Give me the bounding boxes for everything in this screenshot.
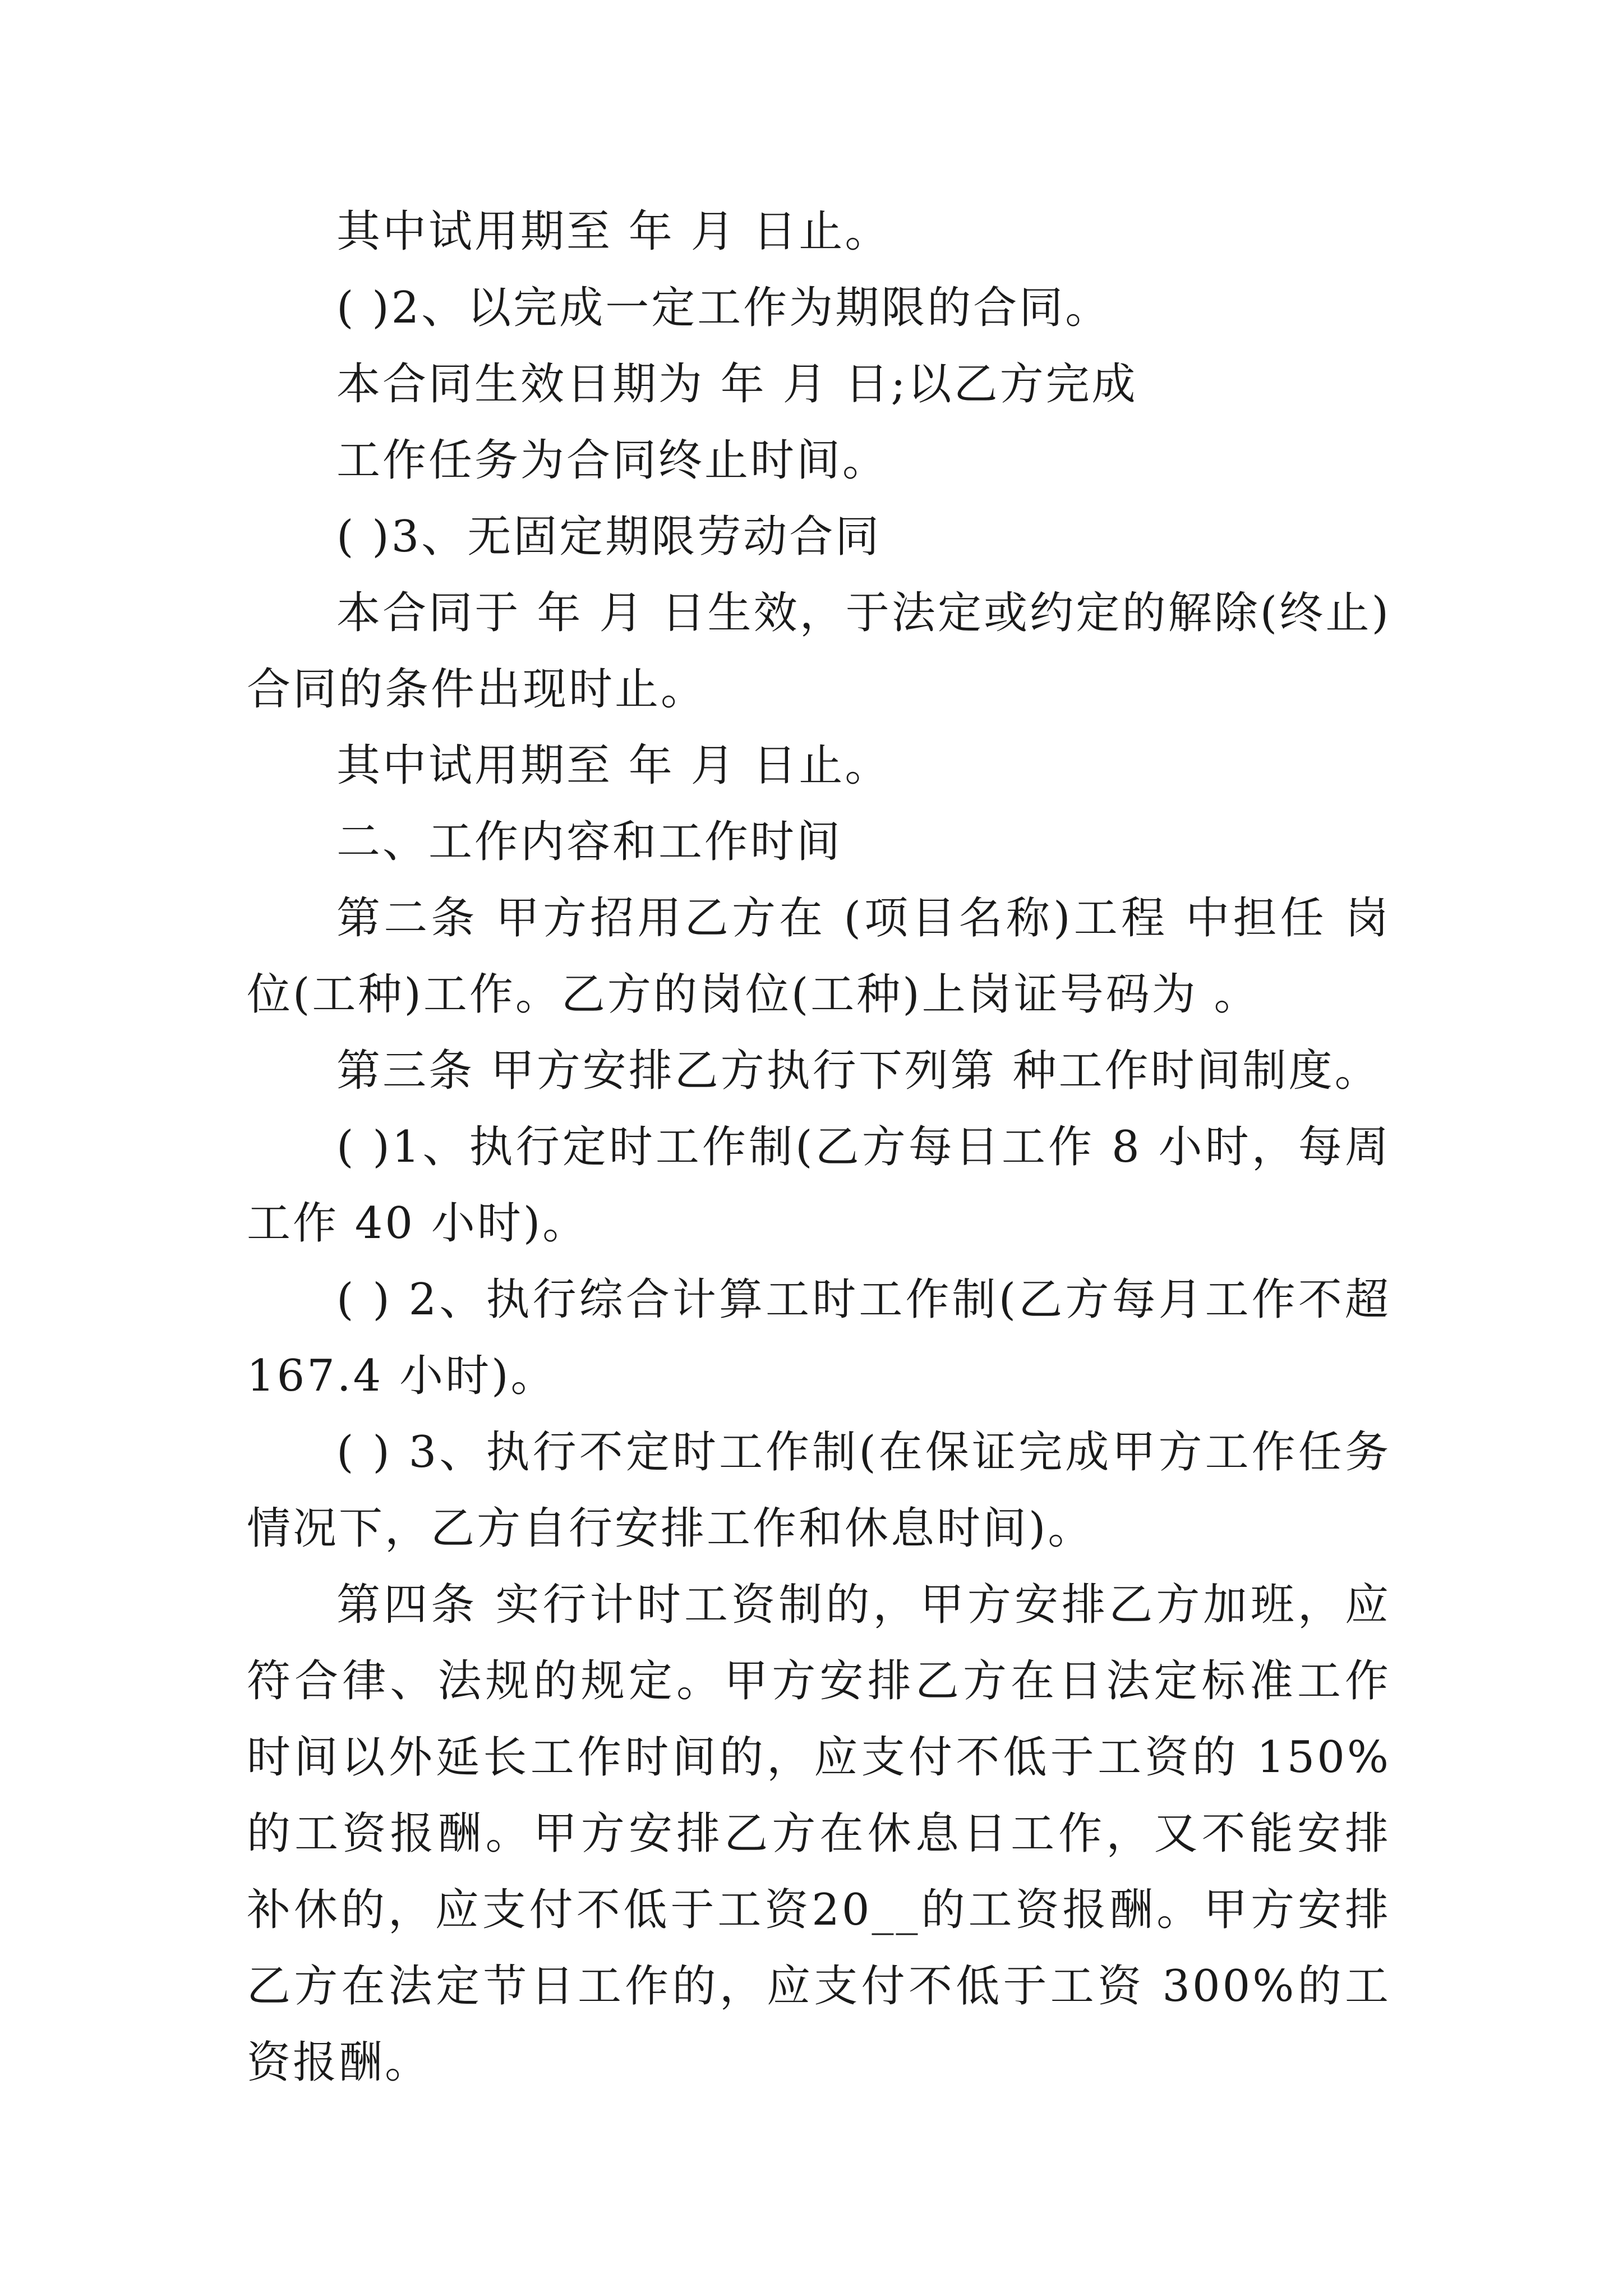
paragraph-effective-date: 本合同生效日期为 年 月 日;以乙方完成 — [336, 359, 1138, 409]
paragraph-article-3: 第三条 甲方安排乙方执行下列第 种工作时间制度。 — [336, 1046, 1381, 1096]
paragraph-article-2: 第二条 甲方招用乙方在 (项目名称)工程 中担任 岗位(工种)工作。乙方的岗位(工种)上岗证号码为 。 — [247, 893, 1391, 1020]
paragraph-article-4: 第四条 实行计时工资制的，甲方安排乙方加班，应符合律、法规的规定。甲方安排乙方在日法定标准工作时间以外延长工作时间的，应支付不低于工资的 150%的工资报酬。甲方安排乙方在休息日工作，又不能安排补休的，应支付不低于工资20__的工资报酬。甲方安排乙方在法定节日工作的，应支付不低于工资 300%的工资报酬。 — [247, 1580, 1391, 2088]
paragraph-probation-period-2: 其中试用期至 年 月 日止。 — [336, 740, 891, 791]
paragraph-flexible-hours: ( ) 3、执行不定时工作制(在保证完成甲方工作任务情况下，乙方自行安排工作和休息时间)。 — [247, 1427, 1391, 1554]
section-heading-work-content-hours: 二、工作内容和工作时间 — [336, 817, 843, 867]
paragraph-probation-period-1: 其中试用期至 年 月 日止。 — [336, 206, 891, 257]
paragraph-task-contract: ( )2、以完成一定工作为期限的合同。 — [336, 283, 1112, 333]
contract-text-body — [247, 194, 1391, 2101]
paragraph-open-ended-effective: 本合同于 年 月 日生效，于法定或约定的解除(终止)合同的条件出现时止。 — [247, 588, 1391, 715]
paragraph-standard-hours: ( )1、执行定时工作制(乙方每日工作 8 小时，每周工作 40 小时)。 — [247, 1122, 1391, 1249]
paragraph-open-ended-contract: ( )3、无固定期限劳动合同 — [336, 512, 882, 562]
paragraph-comprehensive-hours: ( ) 2、执行综合计算工时工作制(乙方每月工作不超167.4 小时)。 — [247, 1274, 1391, 1401]
paragraph-task-termination: 工作任务为合同终止时间。 — [336, 435, 889, 486]
